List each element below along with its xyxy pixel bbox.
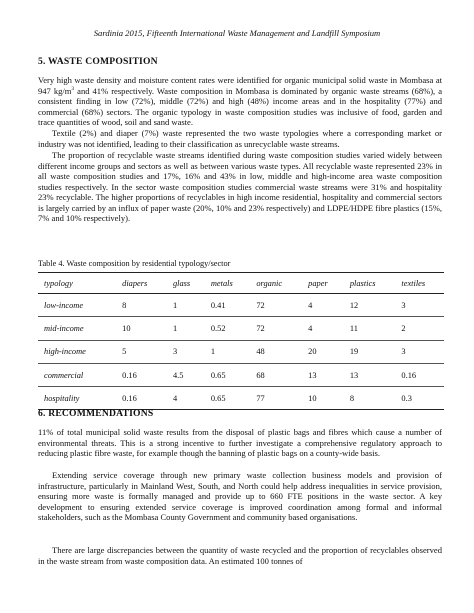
table-cell: 72	[250, 317, 302, 340]
table-cell: commercial	[38, 363, 116, 386]
section-5-paragraph-3	[38, 150, 442, 224]
table-cell: 0.16	[395, 363, 444, 386]
table-cell: 8	[116, 294, 167, 317]
section-6-paragraph-3	[38, 545, 442, 566]
col-header: diapers	[116, 273, 167, 294]
table-cell: 3	[167, 340, 205, 363]
table-row	[38, 340, 444, 363]
col-header: textiles	[395, 273, 444, 294]
section-5-paragraph-1	[38, 75, 442, 128]
table-header-row	[38, 273, 444, 294]
table-cell: 0.65	[205, 363, 251, 386]
table-cell: 12	[344, 294, 396, 317]
s6-p1-text: 11% of total municipal solid waste results from the disposal of plastic bags and fibres which cause a number of environmental threats. This is a strong incentive to further investigate a comprehensive regulatory approach to reducing plastic fibre waste, for example though the banning of plastic bags on a county-wide basis.	[38, 427, 442, 459]
table-cell: 0.3	[395, 387, 444, 410]
table-cell: 19	[344, 340, 396, 363]
table-cell: 0.16	[116, 363, 167, 386]
table-cell: 3	[395, 340, 444, 363]
table-cell: 4	[302, 317, 344, 340]
table-cell: 1	[167, 317, 205, 340]
p1-superscript: 3	[71, 85, 75, 92]
p1-text-start: Very high waste density and moisture content rates were identified for organic municipal solid waste in Mombasa at 947 kg/m	[38, 75, 442, 96]
table-cell: low-income	[38, 294, 116, 317]
table-cell: 68	[250, 363, 302, 386]
table-cell: 77	[250, 387, 302, 410]
p3-text: The proportion of recyclable waste streams identified during waste composition studies varied widely between different income groups and sectors as well as between various waste types. All recyclable waste represented 23% in all waste composition studies and 17%, 16% and 43% in low, middle and high-income area waste composition studies respectively. In the sector waste composition studies commercial waste streams were 31% and hospitality 23% recyclable. The higher proportions of recyclables in high income residential, hospitality and commercial sectors is largely carried by an influx of paper waste (20%, 10% and 23% respectively) and LDPE/HDPE fibre plastics (15%, 7% and 10% respectively).	[38, 150, 442, 224]
table-cell: 20	[302, 340, 344, 363]
table-row	[38, 387, 444, 410]
col-header: plastics	[344, 273, 396, 294]
running-header: Sardinia 2015, Fifteenth International Waste Management and Landfill Symposium	[93, 28, 381, 38]
p1-text-end: and 41% respectively. Waste composition in Mombasa is dominated by organic waste streams (68%), a consistent finding in low (72%), middle (72%) and high (48%) income areas and in the hospitality (77%) and commercial (68%) sectors. The organic typology in waste composition studies was inclusive of food, garden and trace quantities of wood, soil and sand waste.	[38, 85, 442, 128]
table-cell: 13	[344, 363, 396, 386]
table-cell: 13	[302, 363, 344, 386]
table-cell: hospitality	[38, 387, 116, 410]
table-cell: 4	[167, 387, 205, 410]
table-cell: 4.5	[167, 363, 205, 386]
table-cell: 0.41	[205, 294, 251, 317]
section-6-paragraph-2	[38, 470, 442, 523]
table-row	[38, 294, 444, 317]
table-cell: 5	[116, 340, 167, 363]
table-cell: 4	[302, 294, 344, 317]
table-cell: 3	[395, 294, 444, 317]
table-cell: 10	[116, 317, 167, 340]
table-cell: 8	[344, 387, 396, 410]
s6-p3-text: There are large discrepancies between the quantity of waste recycled and the proportion of recyclables observed in the waste stream from waste composition data. An estimated 100 tonnes of	[38, 545, 442, 566]
section-5-heading: 5. WASTE COMPOSITION	[38, 56, 158, 67]
table-cell: 0.65	[205, 387, 251, 410]
table-cell: 11	[344, 317, 396, 340]
s6-p2-text: Extending service coverage through new primary waste collection business models and provision of infrastructure, particularly in Mainland West, South, and North could help address inequalities in service provision, ensuring more waste is formally managed and provide up to 660 FTE positions in the waste sector. A key development to ensuring extended service coverage is improved coordination among formal and informal stakeholders, such as the Mombasa County Government and community based organisations.	[38, 470, 442, 523]
table-cell: 48	[250, 340, 302, 363]
col-header: metals	[205, 273, 251, 294]
table-row	[38, 317, 444, 340]
table-cell: 2	[395, 317, 444, 340]
table-cell: 1	[167, 294, 205, 317]
col-header: glass	[167, 273, 205, 294]
table-cell: 1	[205, 340, 251, 363]
section-6-heading: 6. RECOMMENDATIONS	[38, 408, 154, 419]
table-cell: 10	[302, 387, 344, 410]
table-caption: Table 4. Waste composition by residential typology/sector	[38, 259, 231, 268]
table-cell: high-income	[38, 340, 116, 363]
section-6-paragraph-1	[38, 427, 442, 459]
col-header: organic	[250, 273, 302, 294]
p2-text: Textile (2%) and diaper (7%) waste represented the two waste typologies where a corresponding market or industry was not identified, leading to their classification as unrecyclable waste streams.	[38, 128, 442, 149]
table-cell: 72	[250, 294, 302, 317]
table-row	[38, 363, 444, 386]
table-cell: 0.16	[116, 387, 167, 410]
col-header: typology	[38, 273, 116, 294]
table-cell: 0.52	[205, 317, 251, 340]
waste-composition-table	[38, 272, 444, 410]
table-cell: mid-income	[38, 317, 116, 340]
col-header: paper	[302, 273, 344, 294]
section-5-paragraph-2	[38, 128, 442, 149]
